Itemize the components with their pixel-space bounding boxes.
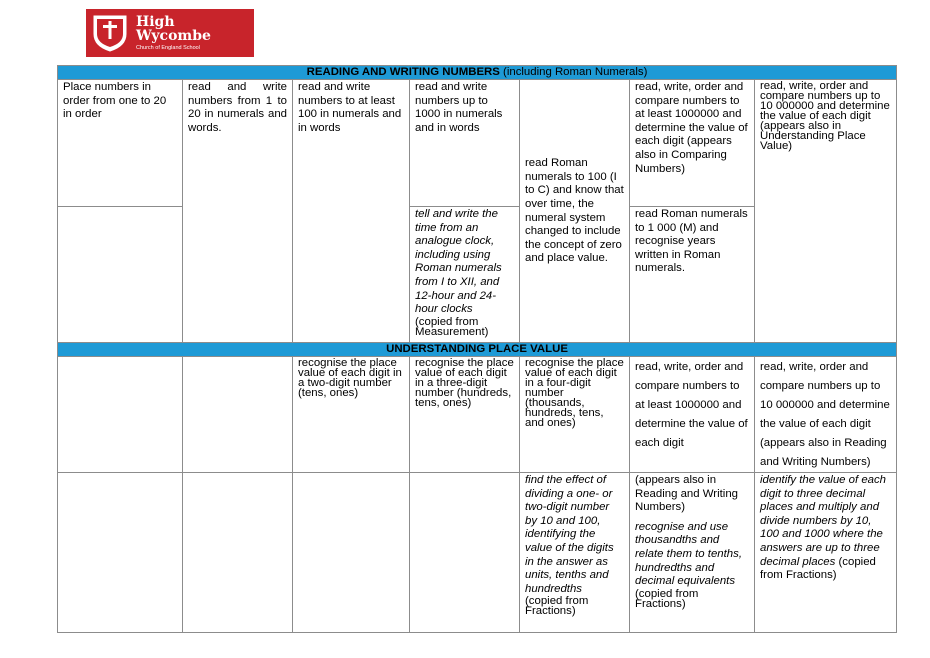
section-banner-place-value: [58, 343, 897, 357]
section-banner-reading: [58, 66, 897, 80]
section-title-place-value: UNDERSTANDING PLACE VALUE: [58, 343, 897, 357]
place-row-1: [58, 357, 897, 473]
reading-row-1: [58, 80, 897, 207]
place-cell-y7: read, write, order and compare numbers up to 10 000000 and determine the value of each digit (appears also in Reading and Writing Numbers): [755, 357, 897, 473]
place-cell-y6: read, write, order and compare numbers to at least 1000000 and determine the value of each digit: [630, 357, 755, 473]
place-row-2: [58, 473, 897, 633]
reading-cell-y4-b: tell and write the time from an analogue clock, including using Roman numerals from I to XII, and 12-hour and 24- hour clocks (copied from Measurement): [410, 207, 520, 343]
school-subtitle: Church of England School: [136, 44, 200, 51]
school-logo: [86, 9, 254, 57]
reading-cell-y1: Place numbers in order from one to 20 in order: [58, 80, 183, 207]
reading-cell-y6-a: read, write, order and compare numbers to at least 1000000 and determine the value of each digit (appears also in Comparing Numbers): [630, 80, 755, 207]
place-cell-y5-divide: find the effect of dividing a one- or two-digit number by 10 and 100, identifying the value of the digits in the answer as units, tenths and hundredths (copied from Fractions): [520, 473, 630, 633]
place-cell-y3: recognise the place value of each digit in a two-digit number (tens, ones): [293, 357, 410, 473]
place-cell-empty-2: [183, 357, 293, 473]
reading-cell-y2: read and write numbers from 1 to 20 in numerals and words.: [183, 80, 293, 343]
reading-cell-y3: read and write numbers to at least 100 in numerals and in words: [293, 80, 410, 343]
reading-cell-y7: read, write, order and compare numbers up to 10 000000 and determine the value of each digit (appears also in Understanding Place Value): [755, 80, 897, 343]
place-cell-empty-5: [293, 473, 410, 633]
place-cell-empty-4: [183, 473, 293, 633]
curriculum-table: [57, 65, 897, 633]
reading-cell-y5: read Roman numerals to 100 (I to C) and know that over time, the numeral system changed to include the concept of zero and place value.: [520, 80, 630, 343]
section-title-reading: READING AND WRITING NUMBERS (including Roman Numerals): [58, 66, 897, 80]
place-cell-empty-6: [410, 473, 520, 633]
school-name: High Wycombe: [136, 13, 211, 44]
crest-icon: [92, 14, 128, 52]
reading-cell-y4-a: read and write numbers up to 1000 in numerals and in words: [410, 80, 520, 207]
place-cell-y5: recognise the place value of each digit in a four-digit number (thousands, hundreds, tens, and ones): [520, 357, 630, 473]
place-cell-y6-thousandths: (appears also in Reading and Writing Numbers) recognise and use thousandths and relate them to tenths, hundredths and decimal equivalents (copied from Fractions): [630, 473, 755, 633]
place-cell-empty-1: [58, 357, 183, 473]
place-cell-y7-decimals: identify the value of each digit to three decimal places and multiply and divide numbers by 10, 100 and 1000 where the answers are up to three decimal places (copied from Fractions): [755, 473, 897, 633]
reading-cell-y6-b: read Roman numerals to 1 000 (M) and recognise years written in Roman numerals.: [630, 207, 755, 343]
place-cell-empty-3: [58, 473, 183, 633]
reading-cell-empty: [58, 207, 183, 343]
place-cell-y4: recognise the place value of each digit in a three-digit number (hundreds, tens, ones): [410, 357, 520, 473]
